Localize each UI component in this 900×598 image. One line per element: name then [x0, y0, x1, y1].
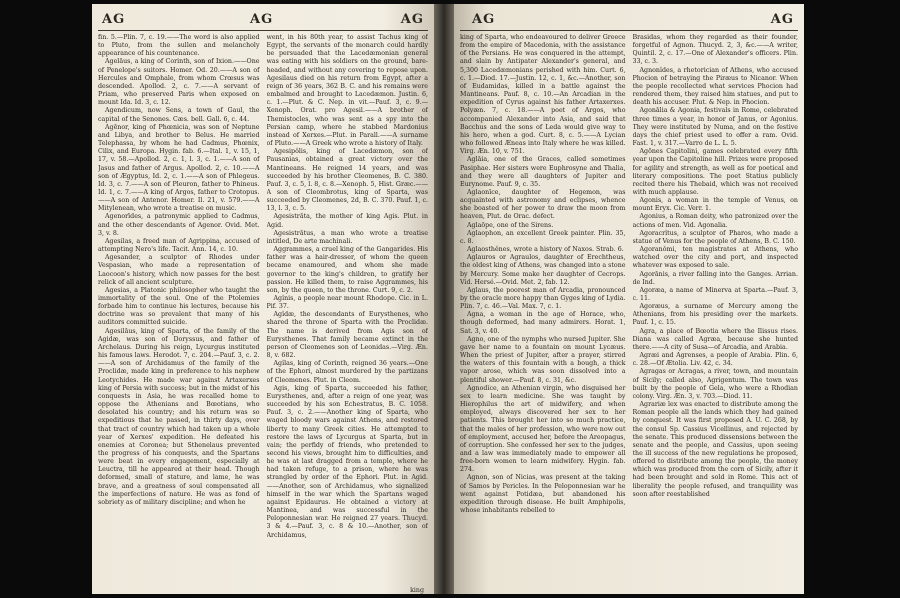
- header-rule: [460, 30, 798, 31]
- dictionary-entry: Agesistrătus, a man who wrote a treatise intitled, De arte machinali.: [266, 229, 428, 245]
- dictionary-entry: Agonius, a Roman deity, who patronized over the actions of men. Vid. Agonalia.: [632, 213, 798, 229]
- column-1: [460, 34, 626, 592]
- dictionary-entry: Agnon, son of Nicias, was present at the taking of Samos by Pericles. In the Peloponnesian war he went against Potidæa, but abandoned his expedition through disease. He built Amphipolis, whose inhabitants rebelled to: [460, 474, 626, 515]
- dictionary-entry: Agēnor, king of Phœnicia, was son of Neptune and Libya, and brother to Belus. He married Telephassa, by whom he had Cadmus, Phœnix, Cilix, and Europa. Hygin. fab. 6.—Ital. 1, v. 15, 1, 17, v. 58.—Apollod. 2, c. 1, l. 3, c. 1.——A son of Jasus and father of Argus. Apollod. 2, c. 10.——A son of Ægyptus, Id. 2, c. 1.——A son of Phlegeus. Id. 3, c. 7.——A son of Pleuron, father to Phineus. Id. 1, c. 7.——A king of Argos, father to Crotopus.——A son of Antenor. Homer. Il. 21, v. 579.——A Mitylenean, who wrote a treatise on music.: [98, 123, 260, 213]
- header-rule: [98, 30, 428, 31]
- book-gutter: [434, 4, 454, 594]
- dictionary-entry: Agesipŏlis, king of Lacedæmon, son of Pausanias, obtained a great victory over the Mantineans. He reigned 14 years, and was succeeded by his brother Cleomenes, B. C. 380. Pauf. 3, c. 5, l. 8, c. 8.—Xenoph. 5, Hist. Græc.——A son of Cleombrotus, king of Sparta, was succeeded by Cleomenes, 2d, B. C. 370. Pauf. 1, c. 13, l. 3, c. 5.: [266, 148, 428, 213]
- dictionary-entry: Aglāia, one of the Graces, called sometimes Pasiphae. Her sisters were Euphrosyne and Thalia, and they were all daughters of Jupiter and Eurynome. Pauf. 9, c. 35.: [460, 156, 626, 188]
- dictionary-entry: Aglauros or Agraulos, daughter of Erechtheus, the oldest king of Athens, was changed into a stone by Mercury. Some make her daughter of Cecrops. Vid. Hersé.—Ovid. Met. 2, fab. 12.: [460, 254, 626, 286]
- text-columns: [98, 34, 428, 592]
- dictionary-entry: Agoranŏmi, ten magistrates at Athens, who watched over the city and port, and inspected whatever was exposed to sale.: [632, 246, 798, 270]
- dictionary-entry: Agonālia & Agonia, festivals in Rome, celebrated three times a year, in honor of Janus, or Agonius. They were instituted by Numa, and on the festive days the chief priest used to offer a ram. Ovid. Fast. 1, v. 317.—Varro de L. L. 5.: [632, 107, 798, 148]
- dictionary-entry: Agragas or Acragas, a river, town, and mountain of Sicily; called also, Agrigentum. The town was built by the people of Gela, who were a Rhodian colony. Virg. Æn. 3, v. 703.—Diod. 11.: [632, 368, 798, 400]
- dictionary-entry: went, in his 80th year, to assist Tachus king of Egypt, the servants of the monarch could hardly be persuaded that the Lacedæmonian general was eating with his soldiers on the ground, bare-headed, and without any covering to repose upon. Agesilaus died on his return from Egypt, after a reign of 36 years, 362 B. C. and his remains were embalmed and brought to Lacedæmon. Justin. 6, c. 1.—Plut. & C. Nep. in vit.—Pauf. 3, c. 9.—Xenoph. Orat. pro Agesil.——A brother of Themistocles, who was sent as a spy into the Persian camp, where he stabbed Mardonius instead of Xerxes.—Plut. in Parall.——A surname of Pluto.——A Greek who wrote a history of Italy.: [266, 34, 428, 148]
- text-columns: [460, 34, 798, 592]
- running-head-center: AG: [250, 12, 274, 27]
- dictionary-entry: Agnonĭdes, a rhetorician of Athens, who accused Phocion of betraying the Piræus to Nicanor. When the people recollected what services Phocion had rendered them, they raised him statues, and put to death his accuser. Plut. & Nep. in Phocion.: [632, 66, 798, 107]
- dictionary-entry: Agoracrĭtus, a sculptor of Pharos, who made a statue of Venus for the people of Athens, B. C. 150.: [632, 229, 798, 245]
- dictionary-entry: Agra, a place of Bœotia where the Ilissus rises. Diana was called Agræa, because she hunted there.——A city of Susa—of Arcadia, and Arabia.: [632, 327, 798, 351]
- dictionary-entry: Agonis, a woman in the temple of Venus, on mount Eryx. Cic. Verr. 1.: [632, 197, 798, 213]
- dictionary-entry: Agnodĭce, an Athenian virgin, who disguised her sex to learn medicine. She was taught by Hierophilus the art of midwifery, and when employed, always discovered her sex to her patients. This brought her into so much practice, that the males of her profession, who were now out of employment, accused her, before the Areopagus, of corruption. She confessed her sex to the judges, and a law was immediately made to empower all free-born women to learn midwifery. Hygin. fab. 274.: [460, 384, 626, 474]
- dictionary-entry: Aglaosthĕnes, wrote a history of Naxos. Strab. 6.: [467, 246, 624, 254]
- dictionary-entry: fin. 5.—Plin. 7, c. 19.——The word is also applied to Pluto, from the sullen and melancholy appearance of his countenance.: [98, 34, 260, 58]
- running-head-left: AG: [472, 12, 496, 27]
- dictionary-entry: Agno, one of the nymphs who nursed Jupiter. She gave her name to a fountain on mount Lycæus. When the priest of Jupiter, after a prayer, stirred the waters of this fountain with a bough, a thick vapor arose, which was soon dissolved into a plentiful shower.—Pauf. 8, c. 31, &c.: [460, 335, 626, 384]
- dictionary-entry: Aglaophon, an excellent Greek painter. Plin. 35, c. 8.: [460, 229, 626, 245]
- dictionary-entry: Agis, king of Sparta, succeeded his father, Eurysthenes, and, after a reign of one year, was succeeded by his son Echestratus, B. C. 1058. Pauf. 3, c. 2.——Another king of Sparta, who waged bloody wars against Athens, and restored liberty to many Greek cities. He attempted to restore the laws of Lycurgus at Sparta, but in vain; the perfidy of friends, who pretended to second his views, brought him to difficulties, and he was at last dragged from a temple, where he had taken refuge, to a prison, where he was strangled by order of the Ephori. Plut. in Agid.——Another, son of Archidamus, who signalized himself in the war which the Spartans waged against Epidaurus. He obtained a victory at Mantinea, and was successful in the Peloponnesian war. He reigned 27 years. Thucyd. 3 & 4.—Pauf. 3, c. 8 & 10.—Another, son of Archidamus,: [266, 384, 428, 539]
- running-head-right: AG: [770, 12, 794, 27]
- dictionary-entry: Agĭlas, king of Corinth, reigned 36 years.—One of the Ephori, almost murdered by the partizans of Cleomenes. Plut. in Cleom.: [266, 360, 428, 384]
- running-head-right: AG: [400, 12, 424, 27]
- running-head-left: AG: [102, 12, 126, 27]
- right-page: [454, 4, 804, 594]
- dictionary-entry: Agna, a woman in the age of Horace, who, though deformed, had many admirers. Horat. 1, Sat. 3, v. 40.: [460, 311, 626, 335]
- dictionary-entry: Agesilāus, king of Sparta, of the family of the Agidæ, was son of Doryssus, and father of Archelaus. During his reign, Lycurgus instituted his famous laws. Herodot. 7, c. 204.—Pauf. 3, c. 2.——A son of Archidamus of the family of the Proclidæ, made king in preference to his nephew Leotychides. He made war against Artaxerxes king of Persia with success; but in the midst of his conquests in Asia, he was recalled home to oppose the Athenians and Bœotians, who desolated his country; and his return was so expeditious that he passed, in thirty days, over that tract of country which had taken up a whole year of Xerxes' expedition. He defeated his enemies at Coronea; but Sthenelaus prevented the progress of his conquests, and the Spartans were beat in every engagement, especially at Leuctra, till he appeared at their head. Though deformed, small of stature, and lame, he was brave, and a greatness of soul compensated all the imperfections of nature. He was as fond of sobriety as of military discipline; and when he: [98, 327, 260, 506]
- dictionary-entry: Agōnes Capitolini, games celebrated every fifth year upon the Capitoline hill. Prizes were proposed for agility and strength, as well as for poetical and literary compositions. The poet Statius publicly recited there his Thebaid, which was not received with much applause.: [632, 148, 798, 196]
- column-1: [98, 34, 260, 592]
- dictionary-entry: king of Sparta, who endeavoured to deliver Greece from the empire of Macedonia, with the assistance of the Persians. He was conquered in the attempt, and slain by Antipater Alexander's general, and 5,300 Lacedæmonians perished with him. Curt. 6, c. 1.—Diod. 17.—Justin. 12, c. 1, &c.—Another, son of Eudamidas, killed in a battle against the Mantineans. Pauf. 8, c. 10.—An Arcadian in the expedition of Cyrus against his father Artaxerxes. Polyæn. 7, c. 18.——A poet of Argos, who accompanied Alexander into Asia, and said that Bacchus and the sons of Leda would give way to his hero, when a god. Curt. 8, c. 5.——A Lycian who followed Æneas into Italy where he was killed. Virg. Æn. 10, v. 751.: [460, 34, 626, 156]
- dictionary-entry: Agesander, a sculptor of Rhodes under Vespasian, who made a representation of Laocoon's history, which now passes for the best relick of all ancient sculpture.: [98, 254, 260, 286]
- dictionary-entry: Agorānis, a river falling into the Ganges. Arrian. de Ind.: [632, 270, 798, 286]
- dictionary-entry: Aggrammes, a cruel king of the Gangarides. His father was a hair-dresser, of whom the queen became enamoured, and whom she made governor to the king's children, to gratify her passion. He killed them, to raise Aggrammes, his son, by the queen, to the throne. Curt. 9, c. 2.: [266, 246, 428, 294]
- dictionary-entry: Brasidas, whom they regarded as their founder, forgetful of Agnon. Thucyd. 2, 3, &c.——A writer, Quintil. 2, c. 17.—One of Alexander's officers. Plin. 33, c. 3.: [632, 34, 798, 66]
- column-2: [267, 34, 429, 592]
- dictionary-entry: Agræi and Agrenses, a people of Arabia. Plin. 6, c. 28.—Of Ætolia. Liv. 42, c. 34.: [632, 352, 798, 368]
- dictionary-entry: Aglaus, the poorest man of Arcadia, pronounced by the oracle more happy than Gyges king of Lydia. Plin. 7, c. 46.—Val. Max. 7, c. 1.: [460, 286, 626, 311]
- dictionary-entry: Agoræa, a name of Minerva at Sparta.—Pauf. 3, c. 11.: [632, 286, 798, 302]
- dictionary-entry: Agoræus, a surname of Mercury among the Athenians, from his presiding over the markets. Pauf. 1, c. 15.: [632, 303, 798, 327]
- dictionary-entry: Agelāus, a king of Corinth, son of Ixion.——One of Penelope's suitors. Homer. Od. 20.——A son of Hercules and Omphale, from whom Crœsus was descended. Apollod. 2, c. 7.——A servant of Priam, who preserved Paris when exposed on mount Ida. Id. 3, c. 12.: [98, 58, 260, 107]
- dictionary-entry: Agesilas, a freed man of Agrippina, accused of attempting Nero's life. Tacit. Ann. 14, c. 10.: [98, 237, 260, 254]
- dictionary-entry: Aglaonīce, daughter of Hegemon, was acquainted with astronomy and eclipses, whence she boasted of her power to draw the moon from heaven, Plut. de Orac. defect.: [460, 188, 626, 221]
- dictionary-entry: Agesistrăta, the mother of king Agis. Plut. in Agid.: [266, 213, 428, 229]
- dictionary-entry: Agesias, a Platonic philosopher who taught the immortality of the soul. One of the Ptolemies forbade him to continue his lectures, because his doctrine was so prevalent that many of his auditors committed suicide.: [98, 286, 260, 327]
- left-page: [92, 4, 434, 594]
- dictionary-entry: Agenorīdes, a patronymic applied to Cadmus, and the other descendants of Agenor. Ovid. Met. 3, v. 8.: [98, 213, 260, 237]
- dictionary-entry: Agendicum, now Sens, a town of Gaul, the capital of the Senones. Cæs. bell. Gall. 6, c. 44.: [98, 107, 260, 123]
- catchword: king: [410, 587, 424, 594]
- column-2: [633, 34, 799, 592]
- dictionary-entry: Agĭdæ, the descendants of Eurysthenes, who shared the throne of Sparta with the Proclidæ. The name is derived from Agis son of Eurysthenes. That family became extinct in the person of Cleomenes son of Leonidas.—Virg. Æn. 8, v. 682.: [266, 311, 428, 360]
- dictionary-entry: Agĭnis, a people near mount Rhodope. Cic. in L. Pif. 37.: [266, 295, 428, 311]
- dictionary-entry: Aglaōpe, one of the Sirens.: [467, 221, 554, 229]
- dictionary-entry: Agrariæ lex was enacted to distribute among the Roman people all the lands which they had gained by conquest. It was first proposed A. U. C. 268, by the consul Sp. Cassius Vicellinus, and rejected by the senate. This produced dissensions between the senate and the people, and Cassius, upon seeing the ill success of the new regulations he proposed, offered to distribute among the people, the money which was produced from the corn of Sicily, after it had been brought and sold in Rome. This act of liberality the people refused, and tranquility was soon after reestablished: [632, 401, 798, 498]
